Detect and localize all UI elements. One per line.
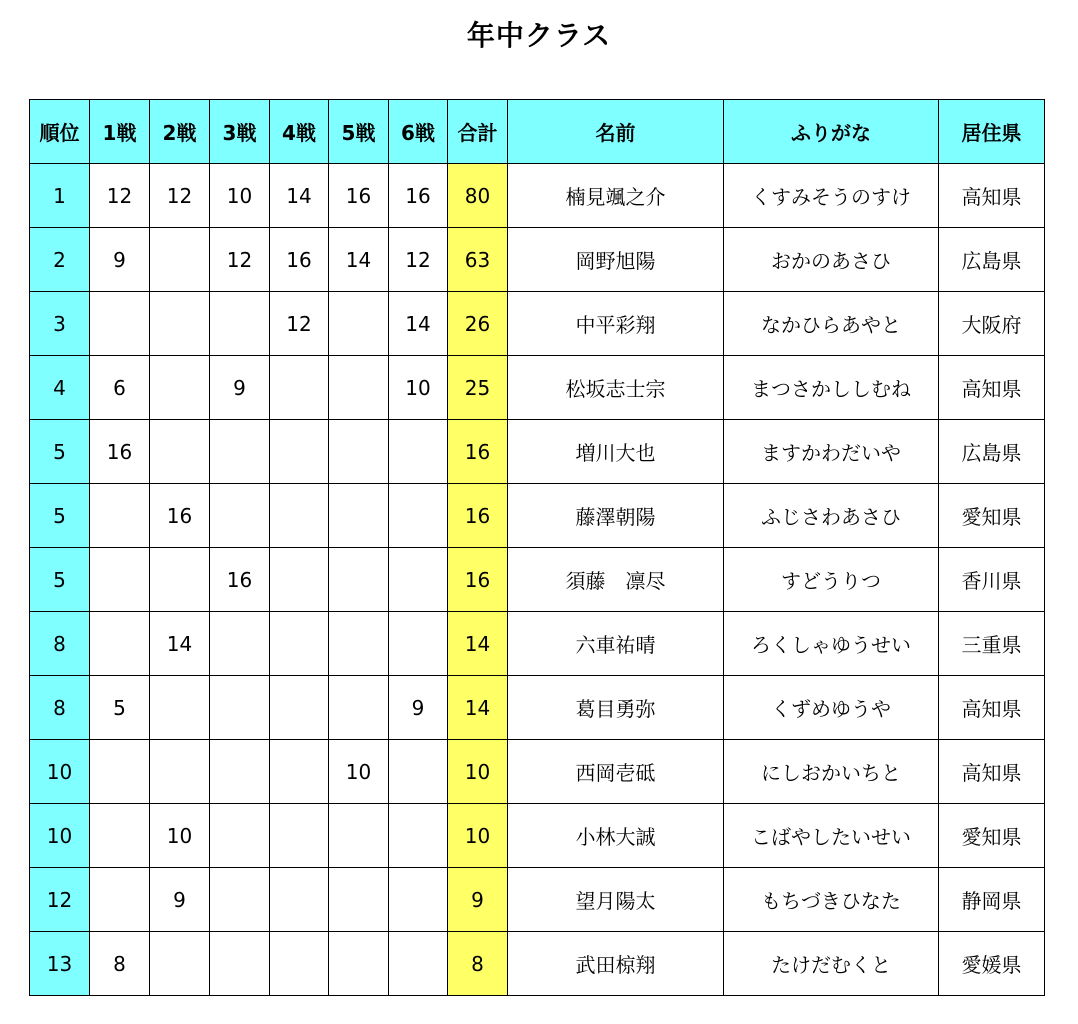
round-3-score: [210, 868, 270, 932]
round-6-score: 12: [389, 228, 448, 292]
round-5-score: [329, 548, 389, 612]
round-2-score: [150, 932, 210, 996]
round-4-score: [270, 868, 329, 932]
round-3-score: [210, 932, 270, 996]
round-2-score: 14: [150, 612, 210, 676]
player-name: 須藤 凛尽: [508, 548, 724, 612]
round-4-score: [270, 676, 329, 740]
player-name: 藤澤朝陽: [508, 484, 724, 548]
player-furigana: すどうりつ: [724, 548, 939, 612]
rank-cell: 10: [30, 804, 90, 868]
round-4-score: 16: [270, 228, 329, 292]
round-5-score: [329, 356, 389, 420]
round-1-score: [90, 612, 150, 676]
table-row: [30, 420, 1045, 484]
player-furigana: くすみそうのすけ: [724, 164, 939, 228]
player-name: 小林大誠: [508, 804, 724, 868]
table-row: [30, 484, 1045, 548]
round-1-score: [90, 740, 150, 804]
round-1-score: 8: [90, 932, 150, 996]
total-score: 14: [448, 676, 508, 740]
header-round-2: 2戦: [150, 100, 210, 164]
player-prefecture: 大阪府: [939, 292, 1045, 356]
total-score: 25: [448, 356, 508, 420]
round-6-score: 16: [389, 164, 448, 228]
round-1-score: 5: [90, 676, 150, 740]
round-6-score: 14: [389, 292, 448, 356]
round-6-score: [389, 548, 448, 612]
rank-cell: 3: [30, 292, 90, 356]
round-6-score: [389, 932, 448, 996]
player-name: 武田椋翔: [508, 932, 724, 996]
round-2-score: 9: [150, 868, 210, 932]
player-prefecture: 高知県: [939, 164, 1045, 228]
total-score: 10: [448, 740, 508, 804]
round-3-score: [210, 804, 270, 868]
round-4-score: [270, 420, 329, 484]
round-1-score: 6: [90, 356, 150, 420]
rank-cell: 4: [30, 356, 90, 420]
round-2-score: [150, 676, 210, 740]
table-row: [30, 868, 1045, 932]
player-furigana: なかひらあやと: [724, 292, 939, 356]
round-1-score: 12: [90, 164, 150, 228]
round-4-score: [270, 356, 329, 420]
header-round-4: 4戦: [270, 100, 329, 164]
total-score: 16: [448, 420, 508, 484]
standings-table: [29, 99, 1045, 996]
round-2-score: [150, 292, 210, 356]
table-row: [30, 932, 1045, 996]
header-row: [30, 100, 1045, 164]
player-furigana: ますかわだいや: [724, 420, 939, 484]
round-5-score: 10: [329, 740, 389, 804]
player-prefecture: 広島県: [939, 228, 1045, 292]
player-prefecture: 三重県: [939, 612, 1045, 676]
round-5-score: [329, 932, 389, 996]
table-row: [30, 548, 1045, 612]
total-score: 10: [448, 804, 508, 868]
table-row: [30, 612, 1045, 676]
total-score: 14: [448, 612, 508, 676]
round-3-score: 10: [210, 164, 270, 228]
round-2-score: 16: [150, 484, 210, 548]
player-prefecture: 高知県: [939, 356, 1045, 420]
round-1-score: 9: [90, 228, 150, 292]
header-name: 名前: [508, 100, 724, 164]
round-4-score: [270, 932, 329, 996]
player-prefecture: 高知県: [939, 740, 1045, 804]
table-header: [30, 100, 1045, 164]
round-1-score: [90, 804, 150, 868]
round-4-score: 12: [270, 292, 329, 356]
round-1-score: [90, 484, 150, 548]
player-name: 六車祐晴: [508, 612, 724, 676]
round-1-score: [90, 868, 150, 932]
player-name: 西岡壱砥: [508, 740, 724, 804]
total-score: 9: [448, 868, 508, 932]
player-name: 望月陽太: [508, 868, 724, 932]
player-furigana: おかのあさひ: [724, 228, 939, 292]
header-round-5: 5戦: [329, 100, 389, 164]
player-prefecture: 広島県: [939, 420, 1045, 484]
round-5-score: [329, 676, 389, 740]
round-2-score: [150, 548, 210, 612]
rank-cell: 12: [30, 868, 90, 932]
round-2-score: 12: [150, 164, 210, 228]
header-furigana: ふりがな: [724, 100, 939, 164]
player-prefecture: 愛知県: [939, 804, 1045, 868]
header-round-3: 3戦: [210, 100, 270, 164]
player-furigana: くずめゆうや: [724, 676, 939, 740]
table-row: [30, 356, 1045, 420]
page-title: 年中クラス: [466, 19, 612, 52]
round-2-score: [150, 228, 210, 292]
table-body: [30, 164, 1045, 996]
round-5-score: [329, 484, 389, 548]
round-1-score: 16: [90, 420, 150, 484]
table-row: [30, 676, 1045, 740]
round-2-score: [150, 356, 210, 420]
round-5-score: [329, 612, 389, 676]
table-row: [30, 292, 1045, 356]
round-6-score: [389, 484, 448, 548]
total-score: 16: [448, 548, 508, 612]
round-1-score: [90, 292, 150, 356]
rank-cell: 8: [30, 612, 90, 676]
total-score: 80: [448, 164, 508, 228]
header-round-1: 1戦: [90, 100, 150, 164]
player-name: 松坂志士宗: [508, 356, 724, 420]
table-row: [30, 804, 1045, 868]
round-5-score: 14: [329, 228, 389, 292]
total-score: 63: [448, 228, 508, 292]
table-row: [30, 740, 1045, 804]
round-3-score: 16: [210, 548, 270, 612]
rank-cell: 8: [30, 676, 90, 740]
round-2-score: [150, 420, 210, 484]
round-3-score: 12: [210, 228, 270, 292]
rank-cell: 10: [30, 740, 90, 804]
table-row: [30, 228, 1045, 292]
player-prefecture: 高知県: [939, 676, 1045, 740]
round-3-score: 9: [210, 356, 270, 420]
player-name: 中平彩翔: [508, 292, 724, 356]
round-6-score: [389, 420, 448, 484]
round-3-score: [210, 420, 270, 484]
round-3-score: [210, 676, 270, 740]
player-furigana: まつさかししむね: [724, 356, 939, 420]
player-furigana: ろくしゃゆうせい: [724, 612, 939, 676]
rank-cell: 5: [30, 420, 90, 484]
player-furigana: たけだむくと: [724, 932, 939, 996]
player-prefecture: 愛媛県: [939, 932, 1045, 996]
rank-cell: 1: [30, 164, 90, 228]
player-name: 葛目勇弥: [508, 676, 724, 740]
player-name: 楠見颯之介: [508, 164, 724, 228]
round-2-score: [150, 740, 210, 804]
player-name: 岡野旭陽: [508, 228, 724, 292]
rank-cell: 5: [30, 484, 90, 548]
round-5-score: 16: [329, 164, 389, 228]
table-row: [30, 164, 1045, 228]
player-prefecture: 静岡県: [939, 868, 1045, 932]
round-6-score: [389, 612, 448, 676]
round-4-score: [270, 804, 329, 868]
header-total: 合計: [448, 100, 508, 164]
round-5-score: [329, 292, 389, 356]
round-5-score: [329, 868, 389, 932]
rank-cell: 2: [30, 228, 90, 292]
player-furigana: ふじさわあさひ: [724, 484, 939, 548]
round-5-score: [329, 420, 389, 484]
total-score: 16: [448, 484, 508, 548]
round-6-score: [389, 868, 448, 932]
header-round-6: 6戦: [389, 100, 448, 164]
total-score: 8: [448, 932, 508, 996]
player-prefecture: 愛知県: [939, 484, 1045, 548]
header-rank: 順位: [30, 100, 90, 164]
player-furigana: こばやしたいせい: [724, 804, 939, 868]
total-score: 26: [448, 292, 508, 356]
rank-cell: 5: [30, 548, 90, 612]
player-prefecture: 香川県: [939, 548, 1045, 612]
player-furigana: もちづきひなた: [724, 868, 939, 932]
round-4-score: [270, 612, 329, 676]
round-6-score: [389, 804, 448, 868]
rank-cell: 13: [30, 932, 90, 996]
player-furigana: にしおかいちと: [724, 740, 939, 804]
round-6-score: [389, 740, 448, 804]
round-4-score: [270, 484, 329, 548]
header-prefecture: 居住県: [939, 100, 1045, 164]
round-4-score: 14: [270, 164, 329, 228]
round-4-score: [270, 548, 329, 612]
round-6-score: 10: [389, 356, 448, 420]
round-3-score: [210, 292, 270, 356]
player-name: 増川大也: [508, 420, 724, 484]
round-6-score: 9: [389, 676, 448, 740]
round-3-score: [210, 484, 270, 548]
round-2-score: 10: [150, 804, 210, 868]
round-1-score: [90, 548, 150, 612]
round-3-score: [210, 612, 270, 676]
round-3-score: [210, 740, 270, 804]
round-4-score: [270, 740, 329, 804]
round-5-score: [329, 804, 389, 868]
